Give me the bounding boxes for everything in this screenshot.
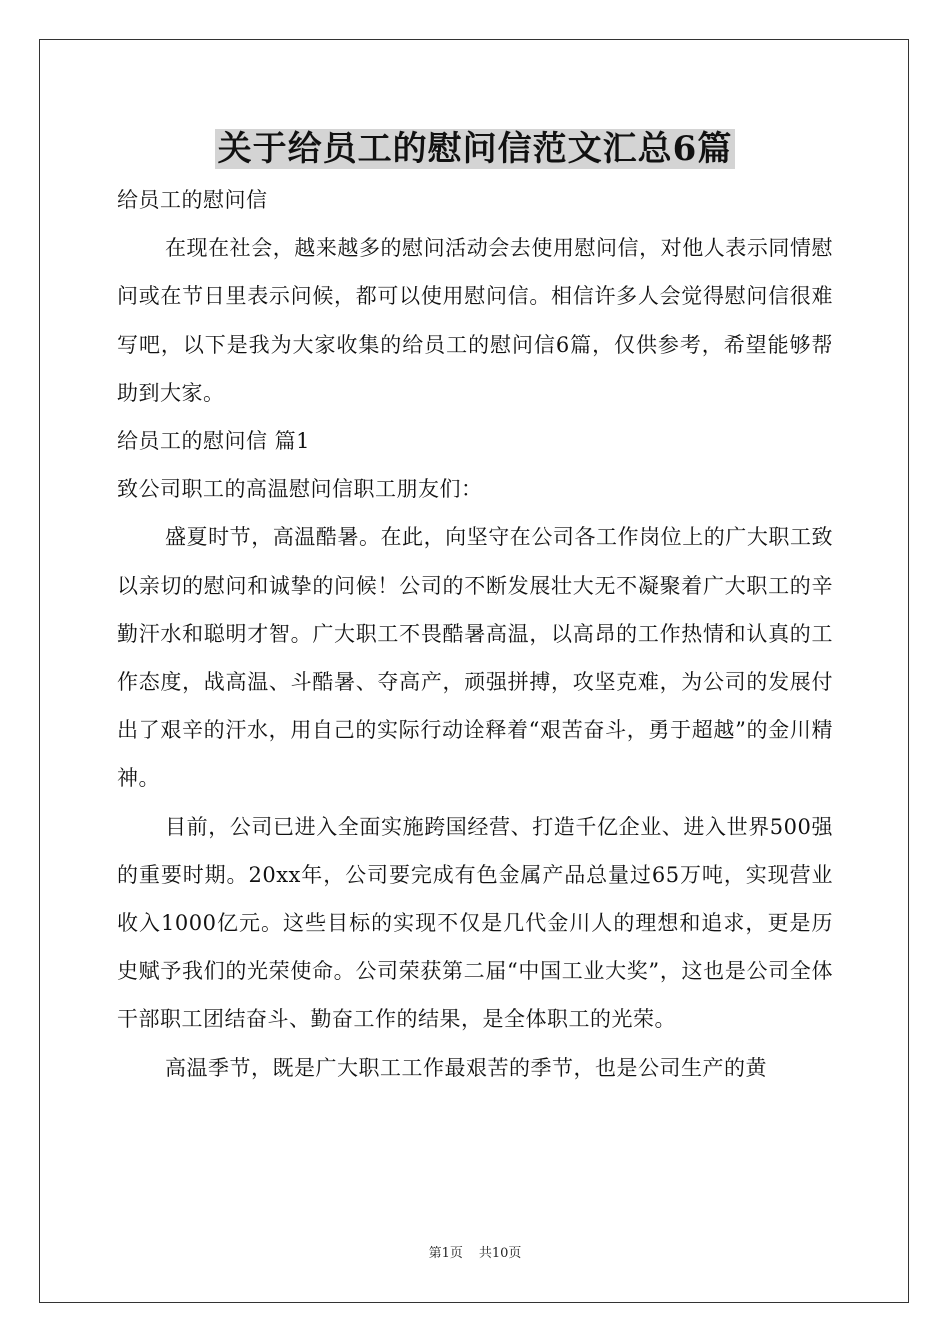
document-title: [0, 124, 950, 174]
body-paragraph: 高温季节，既是广大职工工作最艰苦的季节，也是公司生产的黄: [165, 1055, 767, 1080]
page-number: 第1页: [428, 1246, 463, 1261]
section-heading: 给员工的慰问信: [117, 188, 268, 212]
page-total: 共10页: [478, 1246, 522, 1261]
letter-salutation: 致公司职工的高温慰问信职工朋友们：: [117, 477, 483, 502]
page-footer: [0, 1244, 950, 1264]
body-paragraph: 盛夏时节，高温酷暑。在此，向坚守在公司各工作岗位上的广大职工致以亲切的慰问和诚挚的问候！公司的不断发展壮大无不凝聚着广大职工的辛勤汗水和聪明才智。广大职工不畏酷暑高温，以高昂的工作热情和认真的工作态度，战高温、斗酷暑、夺高产，顽强拼搏，攻坚克难，为公司的发展付出了艰辛的汗水，用自己的实际行动诠释着“艰苦奋斗，勇于超越”的金川精神。: [117, 525, 833, 791]
document-body: [117, 176, 833, 1092]
article-heading: 给员工的慰问信 篇1: [117, 429, 311, 454]
document-title-text: 关于给员工的慰问信范文汇总6篇: [215, 129, 736, 169]
body-paragraph: 目前，公司已进入全面实施跨国经营、打造千亿企业、进入世界500强的重要时期。20xx年，公司要完成有色金属产品总量过65万吨，实现营业收入1000亿元。这些目标的实现不仅是几代金川人的理想和追求，更是历史赋予我们的光荣使命。公司荣获第二届“中国工业大奖”，这也是公司全体干部职工团结奋斗、勤奋工作的结果，是全体职工的光荣。: [117, 814, 833, 1032]
intro-paragraph: 在现在社会，越来越多的慰问活动会去使用慰问信，对他人表示同情慰问或在节日里表示问候，都可以使用慰问信。相信许多人会觉得慰问信很难写吧，以下是我为大家收集的给员工的慰问信6篇，仅供参考，希望能够帮助到大家。: [117, 236, 833, 405]
